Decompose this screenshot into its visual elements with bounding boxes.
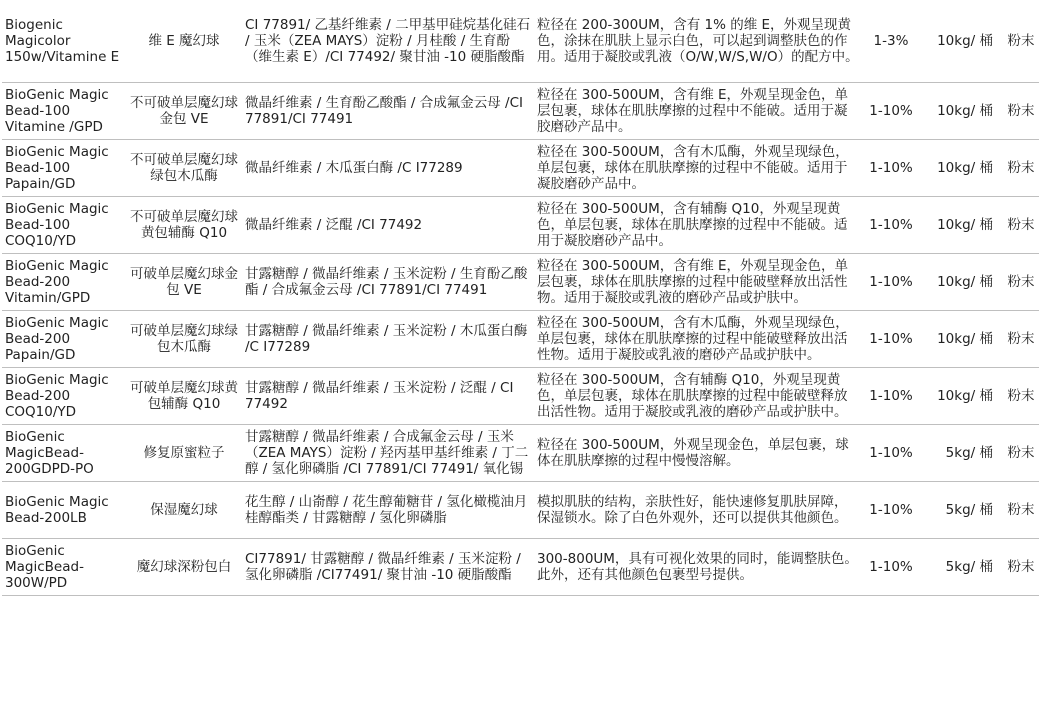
description-cell: 粒径在 300-500UM，外观呈现金色，单层包裹，球体在肌肤摩擦的过程中慢慢溶解。 xyxy=(534,425,862,482)
form-cell: 粉末 xyxy=(996,0,1039,83)
package-cell: 10kg/ 桶 xyxy=(920,368,996,425)
product-name-cell: BioGenic Magic Bead-100 Vitamine /GPD xyxy=(2,83,126,140)
form-cell: 粉末 xyxy=(996,539,1039,596)
package-cell: 10kg/ 桶 xyxy=(920,0,996,83)
dosage-cell: 1-10% xyxy=(862,140,920,197)
form-cell: 粉末 xyxy=(996,197,1039,254)
ingredients-cell: 微晶纤维素 / 泛醌 /CI 77492 xyxy=(242,197,534,254)
product-table-body xyxy=(2,0,1039,596)
form-cell: 粉末 xyxy=(996,425,1039,482)
description-cell: 粒径在 200-300UM，含有 1% 的维 E，外观呈现黄色，涂抹在肌肤上显示白色，可以起到调整肤色的作用。适用于凝胶或乳液（O/W,W/S,W/O）的配方中。 xyxy=(534,0,862,83)
form-cell: 粉末 xyxy=(996,368,1039,425)
product-type-cell: 不可破单层魔幻球金包 VE xyxy=(126,83,242,140)
product-name-cell: BioGenic Magic Bead-200LB xyxy=(2,482,126,539)
table-row xyxy=(2,311,1039,368)
description-cell: 粒径在 300-500UM，含有辅酶 Q10，外观呈现黄色，单层包裹，球体在肌肤摩擦的过程中不能破。适用于凝胶磨砂产品中。 xyxy=(534,197,862,254)
table-row xyxy=(2,254,1039,311)
table-row xyxy=(2,539,1039,596)
product-type-cell: 不可破单层魔幻球绿包木瓜酶 xyxy=(126,140,242,197)
product-type-cell: 不可破单层魔幻球黄包辅酶 Q10 xyxy=(126,197,242,254)
table-row xyxy=(2,368,1039,425)
product-name-cell: BioGenic MagicBead-300W/PD xyxy=(2,539,126,596)
table-row xyxy=(2,0,1039,83)
ingredients-cell: 甘露糖醇 / 微晶纤维素 / 合成氟金云母 / 玉米（ZEA MAYS）淀粉 / 羟丙基甲基纤维素 / 丁二醇 / 氢化卵磷脂 /CI 77891/CI 77491/ 氧化锡 xyxy=(242,425,534,482)
dosage-cell: 1-10% xyxy=(862,482,920,539)
product-type-cell: 保湿魔幻球 xyxy=(126,482,242,539)
dosage-cell: 1-10% xyxy=(862,254,920,311)
package-cell: 10kg/ 桶 xyxy=(920,140,996,197)
product-type-cell: 可破单层魔幻球金包 VE xyxy=(126,254,242,311)
package-cell: 10kg/ 桶 xyxy=(920,83,996,140)
package-cell: 5kg/ 桶 xyxy=(920,425,996,482)
ingredients-cell: 微晶纤维素 / 生育酚乙酸酯 / 合成氟金云母 /CI 77891/CI 77491 xyxy=(242,83,534,140)
table-row xyxy=(2,140,1039,197)
table-row xyxy=(2,425,1039,482)
ingredients-cell: 甘露糖醇 / 微晶纤维素 / 玉米淀粉 / 木瓜蛋白酶 /C I77289 xyxy=(242,311,534,368)
product-name-cell: BioGenic MagicBead-200GDPD-PO xyxy=(2,425,126,482)
table-row xyxy=(2,482,1039,539)
form-cell: 粉末 xyxy=(996,140,1039,197)
package-cell: 10kg/ 桶 xyxy=(920,254,996,311)
ingredients-cell: 甘露糖醇 / 微晶纤维素 / 玉米淀粉 / 生育酚乙酸酯 / 合成氟金云母 /CI 77891/CI 77491 xyxy=(242,254,534,311)
dosage-cell: 1-3% xyxy=(862,0,920,83)
product-type-cell: 维 E 魔幻球 xyxy=(126,0,242,83)
description-cell: 粒径在 300-500UM，含有维 E，外观呈现金色，单层包裹，球体在肌肤摩擦的过程中能破壁释放出活性物。适用于凝胶或乳液的磨砂产品或护肤中。 xyxy=(534,254,862,311)
ingredients-cell: CI77891/ 甘露糖醇 / 微晶纤维素 / 玉米淀粉 / 氢化卵磷脂 /CI77491/ 聚甘油 -10 硬脂酸酯 xyxy=(242,539,534,596)
package-cell: 5kg/ 桶 xyxy=(920,482,996,539)
package-cell: 5kg/ 桶 xyxy=(920,539,996,596)
ingredients-cell: 微晶纤维素 / 木瓜蛋白酶 /C I77289 xyxy=(242,140,534,197)
product-type-cell: 魔幻球深粉包白 xyxy=(126,539,242,596)
package-cell: 10kg/ 桶 xyxy=(920,311,996,368)
dosage-cell: 1-10% xyxy=(862,311,920,368)
product-name-cell: Biogenic Magicolor 150w/Vitamine E xyxy=(2,0,126,83)
description-cell: 300-800UM，具有可视化效果的同时，能调整肤色。此外，还有其他颜色包裹型号提供。 xyxy=(534,539,862,596)
description-cell: 粒径在 300-500UM，含有维 E，外观呈现金色，单层包裹，球体在肌肤摩擦的过程中不能破。适用于凝胶磨砂产品中。 xyxy=(534,83,862,140)
dosage-cell: 1-10% xyxy=(862,539,920,596)
product-name-cell: BioGenic Magic Bead-200 Papain/GD xyxy=(2,311,126,368)
form-cell: 粉末 xyxy=(996,83,1039,140)
product-name-cell: BioGenic Magic Bead-200 COQ10/YD xyxy=(2,368,126,425)
product-table xyxy=(2,0,1039,596)
product-type-cell: 可破单层魔幻球黄包辅酶 Q10 xyxy=(126,368,242,425)
description-cell: 粒径在 300-500UM，含有辅酶 Q10，外观呈现黄色，单层包裹，球体在肌肤摩擦的过程中能破壁释放出活性物。适用于凝胶或乳液的磨砂产品或护肤中。 xyxy=(534,368,862,425)
description-cell: 模拟肌肤的结构，亲肤性好，能快速修复肌肤屏障，保湿锁水。除了白色外观外，还可以提供其他颜色。 xyxy=(534,482,862,539)
description-cell: 粒径在 300-500UM，含有木瓜酶，外观呈现绿色，单层包裹，球体在肌肤摩擦的过程中不能破。适用于凝胶磨砂产品中。 xyxy=(534,140,862,197)
form-cell: 粉末 xyxy=(996,311,1039,368)
product-type-cell: 修复原蜜粒子 xyxy=(126,425,242,482)
ingredients-cell: CI 77891/ 乙基纤维素 / 二甲基甲硅烷基化硅石 / 玉米（ZEA MAYS）淀粉 / 月桂酸 / 生育酚（维生素 E）/CI 77492/ 聚甘油 -10 硬脂酸酯 xyxy=(242,0,534,83)
description-cell: 粒径在 300-500UM，含有木瓜酶，外观呈现绿色，单层包裹，球体在肌肤摩擦的过程中能破壁释放出活性物。适用于凝胶或乳液的磨砂产品或护肤中。 xyxy=(534,311,862,368)
product-name-cell: BioGenic Magic Bead-100 Papain/GD xyxy=(2,140,126,197)
dosage-cell: 1-10% xyxy=(862,368,920,425)
ingredients-cell: 甘露糖醇 / 微晶纤维素 / 玉米淀粉 / 泛醌 / CI 77492 xyxy=(242,368,534,425)
table-row xyxy=(2,83,1039,140)
form-cell: 粉末 xyxy=(996,254,1039,311)
dosage-cell: 1-10% xyxy=(862,83,920,140)
ingredients-cell: 花生醇 / 山嵛醇 / 花生醇葡糖苷 / 氢化橄榄油月桂醇酯类 / 甘露糖醇 / 氢化卵磷脂 xyxy=(242,482,534,539)
package-cell: 10kg/ 桶 xyxy=(920,197,996,254)
dosage-cell: 1-10% xyxy=(862,197,920,254)
form-cell: 粉末 xyxy=(996,482,1039,539)
product-name-cell: BioGenic Magic Bead-100 COQ10/YD xyxy=(2,197,126,254)
product-type-cell: 可破单层魔幻球绿包木瓜酶 xyxy=(126,311,242,368)
table-row xyxy=(2,197,1039,254)
dosage-cell: 1-10% xyxy=(862,425,920,482)
product-name-cell: BioGenic Magic Bead-200 Vitamin/GPD xyxy=(2,254,126,311)
